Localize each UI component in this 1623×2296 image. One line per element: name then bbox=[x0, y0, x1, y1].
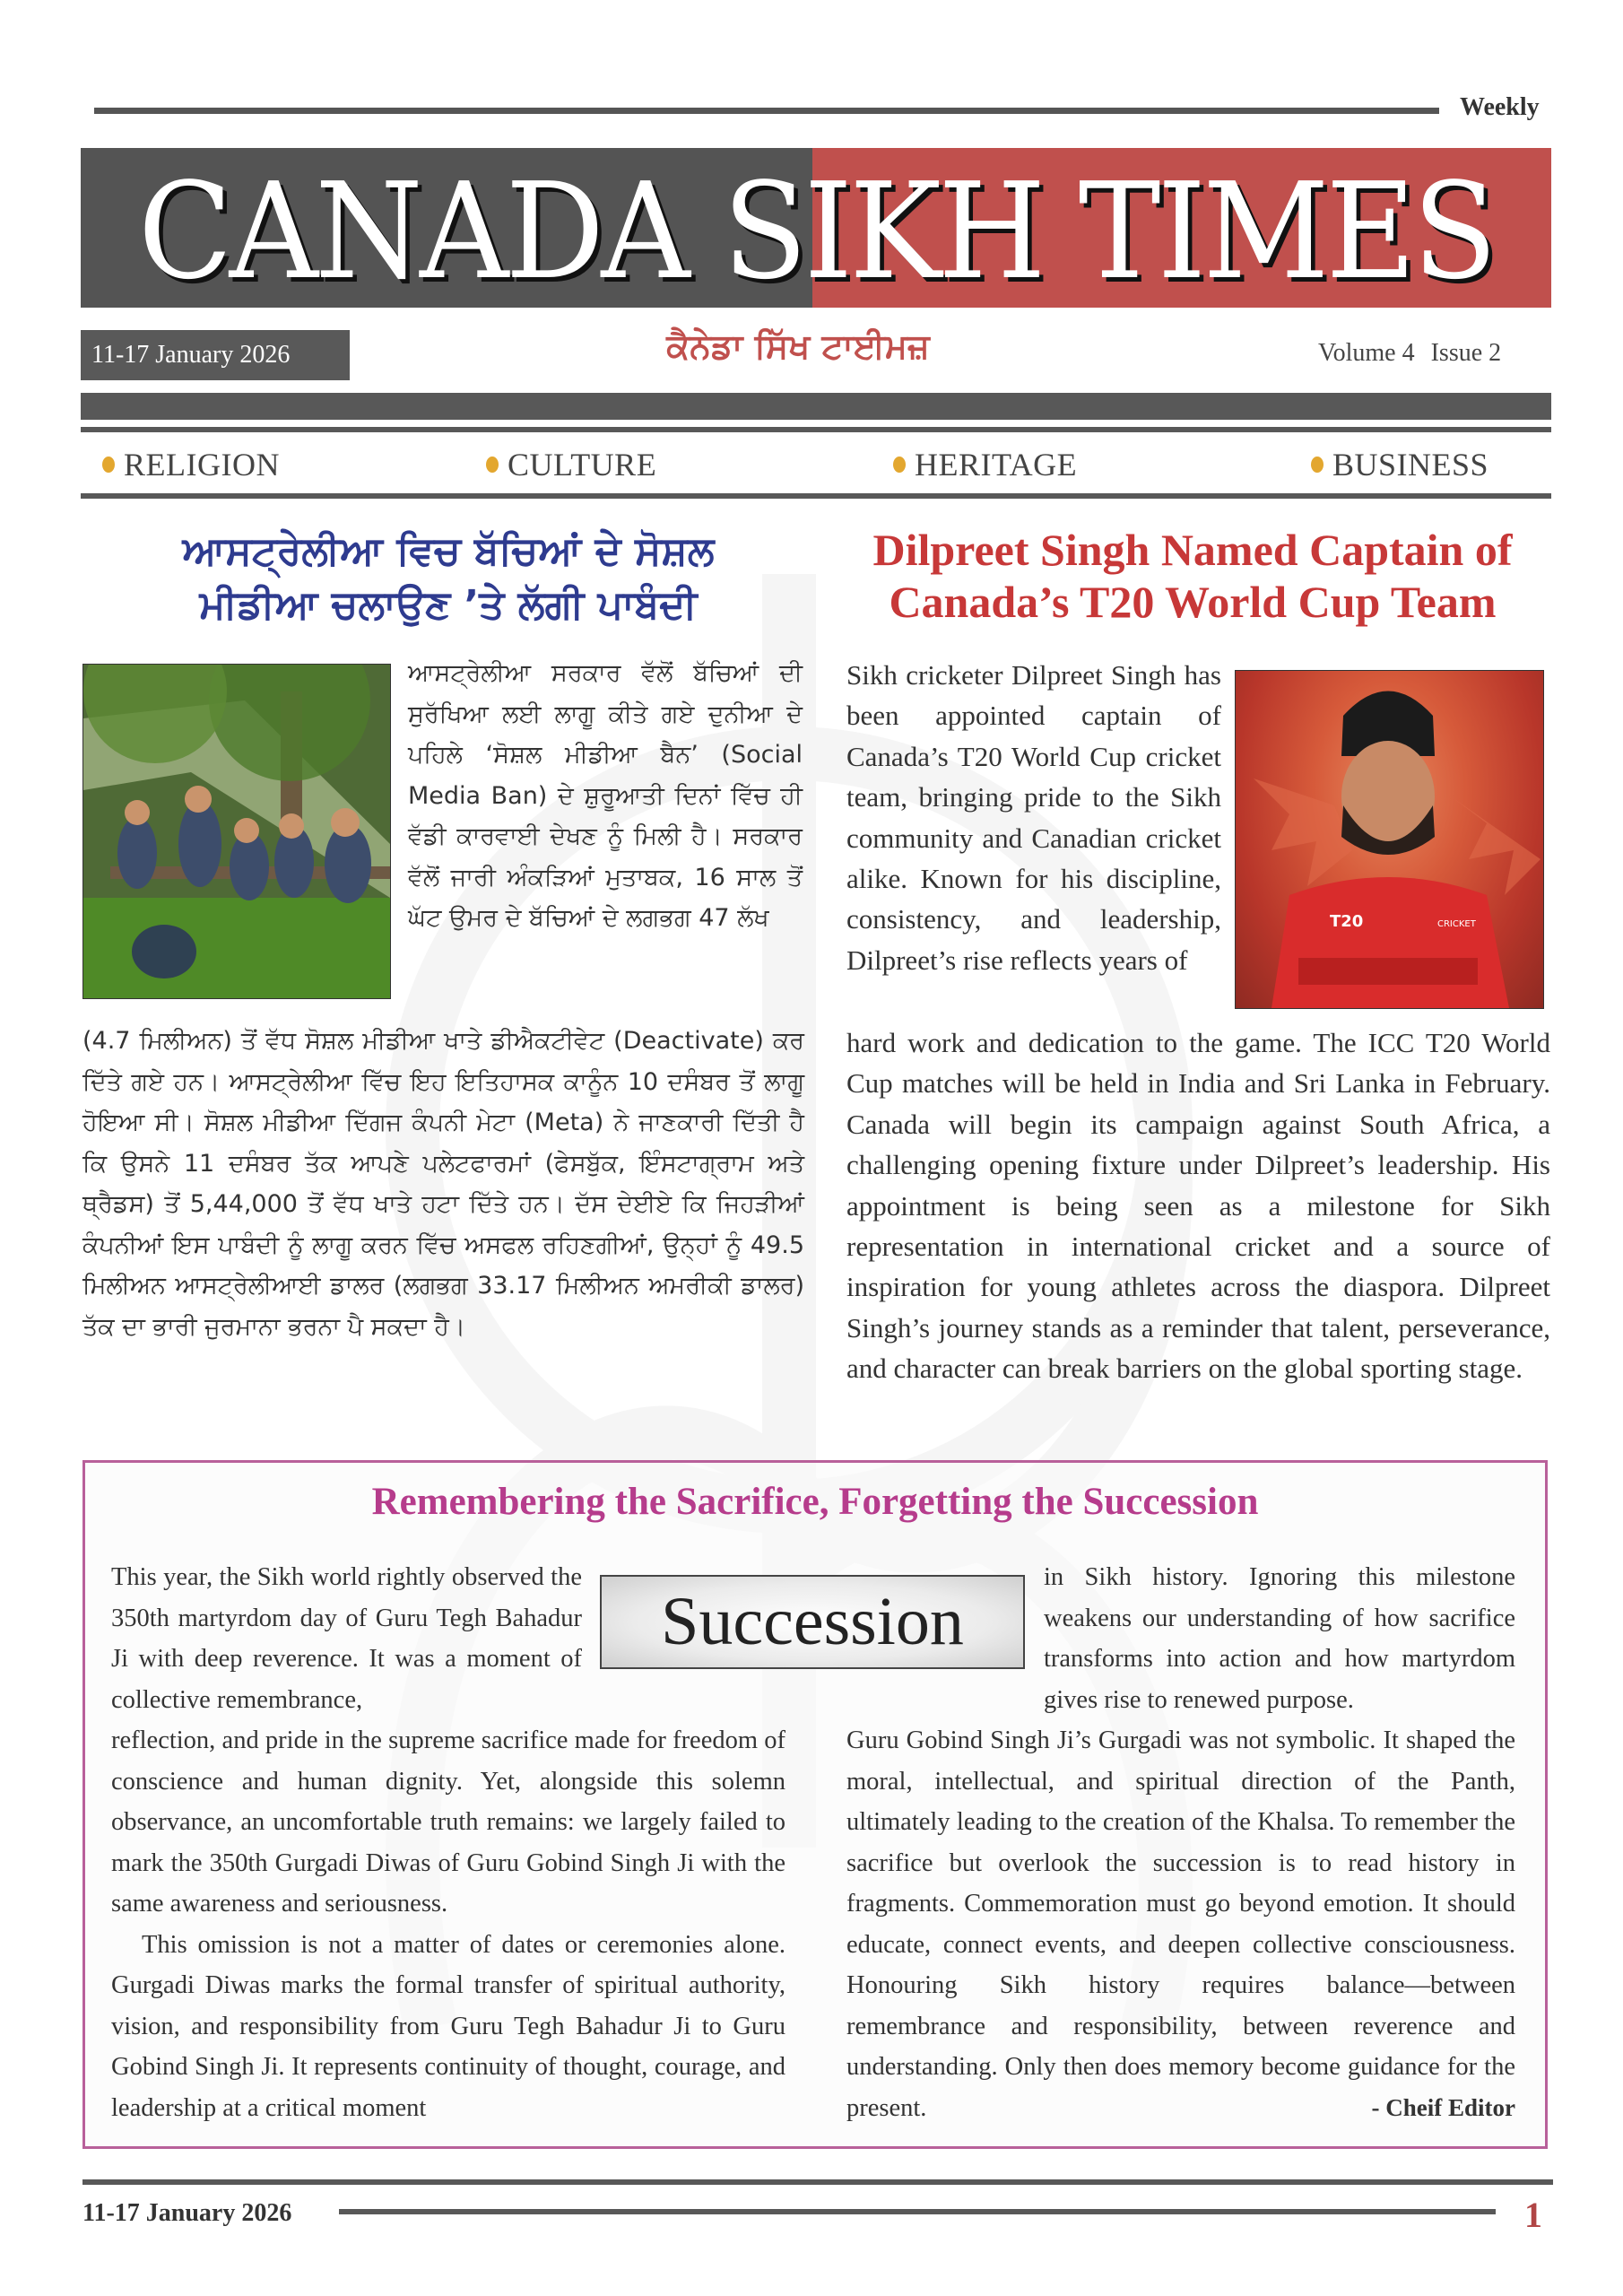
nav-label: BUSINESS bbox=[1332, 447, 1489, 483]
nav-label: CULTURE bbox=[508, 447, 657, 483]
pull-word-box: Succession bbox=[600, 1575, 1025, 1669]
dilpreet-singh-photo bbox=[1235, 670, 1544, 1009]
footer-top-rule bbox=[82, 2179, 1553, 2185]
headline-line: Canada’s T20 World Cup Team bbox=[889, 577, 1497, 627]
children-phones-photo bbox=[82, 664, 391, 999]
masthead-banner bbox=[81, 148, 1551, 308]
editorial-col1-intro: This year, the Sikh world rightly observed the 350th martyrdom day of Guru Tegh Bahadur Ji with deep reverence. It was a moment of collective remembrance, bbox=[111, 1563, 582, 1714]
article-body-cricket-part2: hard work and dedication to the game. The ICC T20 World Cup matches will be held in India and Sri Lanka in February. Canada will begin its campaign against South Africa, a challenging opening fixture under Dilpreet’s leadership. His appointment is being seen as a milestone for Sikh representation in international cricket and a source of inspiration for young athletes across the diaspora. Dilpreet Singh’s journey stands as a reminder that talent, perseverance, and character can break barriers on the global sporting stage. bbox=[846, 1027, 1550, 1385]
headline-line: ਮੀਡੀਆ ਚਲਾਉਣ ’ਤੇ ਲੱਗੀ ਪਾਬੰਦੀ bbox=[199, 582, 698, 628]
headline-line: Dilpreet Singh Named Captain of bbox=[872, 525, 1513, 575]
article-headline-cricket bbox=[834, 524, 1551, 628]
nav-label: HERITAGE bbox=[915, 447, 1078, 483]
section-nav bbox=[81, 439, 1551, 490]
top-rule bbox=[94, 108, 1439, 114]
editorial-paragraph: Guru Gobind Singh Ji’s Gurgadi was not symbolic. It shaped the moral, intellectual, and spiritual direction of the Panth, ultimately leading to the creation of the Khalsa. To remember the sacrifice but overlook the succession is to read history in fragments. Commemoration must go beyond emotion. It should educate, connect events, and deepen collective consciousness. Honouring Sikh history requires balance—between remembrance and responsibility, between reverence and understanding. Only then does memory become guidance for the present. bbox=[846, 1726, 1515, 2122]
nav-culture[interactable] bbox=[486, 446, 656, 483]
volume-issue bbox=[1318, 339, 1501, 368]
editorial-col2 bbox=[846, 1720, 1515, 2128]
svg-text:CRICKET: CRICKET bbox=[1437, 919, 1476, 929]
nav-business[interactable] bbox=[1311, 446, 1488, 483]
footer-rule bbox=[339, 2209, 1496, 2214]
masthead-divider bbox=[81, 393, 1551, 420]
frequency-label: Weekly bbox=[1460, 93, 1540, 121]
page-number: 1 bbox=[1524, 2195, 1542, 2235]
nav-heritage[interactable] bbox=[893, 446, 1077, 483]
photo-illustration bbox=[1236, 671, 1543, 1008]
editorial-col1 bbox=[111, 1720, 785, 2128]
bullet-icon bbox=[1311, 457, 1324, 473]
svg-text:T20: T20 bbox=[1330, 912, 1364, 931]
editorial-col2-intro: in Sikh history. Ignoring this milestone weakens our understanding of how sacrifice transforms into action and how martyrdom gives rise to renewed purpose. bbox=[1044, 1563, 1515, 1714]
volume-label: Volume 4 bbox=[1318, 339, 1415, 367]
article-body-punjabi-part1: ਆਸਟ੍ਰੇਲੀਆ ਸਰਕਾਰ ਵੱਲੋਂ ਬੱਚਿਆਂ ਦੀ ਸੁਰੱਖਿਆ ਲਈ ਲਾਗੂ ਕੀਤੇ ਗਏ ਦੁਨੀਆ ਦੇ ਪਹਿਲੇ ‘ਸੋਸ਼ਲ ਮੀਡੀਆ ਬੈਨ’ (Social Media Ban) ਦੇ ਸ਼ੁਰੂਆਤੀ ਦਿਨਾਂ ਵਿੱਚ ਹੀ ਵੱਡੀ ਕਾਰਵਾਈ ਦੇਖਣ ਨੂੰ ਮਿਲੀ ਹੈ। ਸਰਕਾਰ ਵੱਲੋਂ ਜਾਰੀ ਅੰਕੜਿਆਂ ਮੁਤਾਬਕ, 16 ਸਾਲ ਤੋਂ ਘੱਟ ਉਮਰ ਦੇ ਬੱਚਿਆਂ ਦੇ ਲਗਭਗ 47 ਲੱਖ bbox=[408, 659, 803, 932]
article-headline-punjabi bbox=[90, 525, 807, 632]
headline-line: ਆਸਟ੍ਰੇਲੀਆ ਵਿਚ ਬੱਚਿਆਂ ਦੇ ਸੋਸ਼ਲ bbox=[182, 528, 715, 574]
bullet-icon bbox=[893, 457, 906, 473]
editorial-signoff: - Cheif Editor bbox=[1371, 2093, 1515, 2121]
editorial-paragraph: This omission is not a matter of dates or ceremonies alone. Gurgadi Diwas marks the formal transfer of spiritual authority, vision, and responsibility from Guru Tegh Bahadur Ji to Guru Gobind Singh Ji. It represents continuity of thought, courage, and leadership at a critical moment bbox=[111, 1930, 785, 2122]
nav-top-rule bbox=[81, 427, 1551, 432]
article-body-cricket-part1: Sikh cricketer Dilpreet Singh has been appointed captain of Canada’s T20 World Cup cricket team, bringing pride to the Sikh community and Canadian cricket alike. Known for his discipline, consistency, and leadership, Dilpreet’s rise reflects years of bbox=[846, 659, 1221, 976]
photo-illustration bbox=[83, 665, 390, 998]
bullet-icon bbox=[486, 457, 499, 473]
editorial-headline: Remembering the Sacrifice, Forgetting the Succession bbox=[371, 1481, 1259, 1523]
nav-bottom-rule bbox=[81, 493, 1551, 499]
issue-label: Issue 2 bbox=[1430, 339, 1502, 367]
nav-label: RELIGION bbox=[124, 447, 280, 483]
bullet-icon bbox=[102, 457, 115, 473]
editorial-paragraph: reflection, and pride in the supreme sacrifice made for freedom of conscience and human dignity. Yet, alongside this solemn observance, an uncomfortable truth remains: we largely failed to mark the 350th Gurgadi Diwas of Guru Gobind Singh Ji with the same awareness and seriousness. bbox=[111, 1726, 785, 1918]
nav-religion[interactable] bbox=[102, 446, 280, 483]
issue-date: 11-17 January 2026 bbox=[81, 330, 350, 380]
newspaper-title-punjabi: ਕੈਨੇਡਾ ਸਿੱਖ ਟਾਈਮਜ਼ bbox=[666, 326, 930, 366]
footer-date: 11-17 January 2026 bbox=[82, 2199, 292, 2227]
newspaper-title: CANADA SIKH TIMES bbox=[138, 154, 1494, 308]
article-body-punjabi-part2: (4.7 ਮਿਲੀਅਨ) ਤੋਂ ਵੱਧ ਸੋਸ਼ਲ ਮੀਡੀਆ ਖਾਤੇ ਡੀਐਕਟੀਵੇਟ (Deactivate) ਕਰ ਦਿੱਤੇ ਗਏ ਹਨ। ਆਸਟ੍ਰੇਲੀਆ ਵਿੱਚ ਇਹ ਇਤਿਹਾਸਕ ਕਾਨੂੰਨ 10 ਦਸੰਬਰ ਤੋਂ ਲਾਗੂ ਹੋਇਆ ਸੀ। ਸੋਸ਼ਲ ਮੀਡੀਆ ਦਿੱਗਜ ਕੰਪਨੀ ਮੇਟਾ (Meta) ਨੇ ਜਾਣਕਾਰੀ ਦਿੱਤੀ ਹੈ ਕਿ ਉਸਨੇ 11 ਦਸੰਬਰ ਤੱਕ ਆਪਣੇ ਪਲੇਟਫਾਰਮਾਂ (ਫੇਸਬੁੱਕ, ਇੰਸਟਾਗ੍ਰਾਮ ਅਤੇ ਥ੍ਰੈਡਸ) ਤੋਂ 5,44,000 ਤੋਂ ਵੱਧ ਖਾਤੇ ਹਟਾ ਦਿੱਤੇ ਹਨ। ਦੱਸ ਦੇਈਏ ਕਿ ਜਿਹੜੀਆਂ ਕੰਪਨੀਆਂ ਇਸ ਪਾਬੰਦੀ ਨੂੰ ਲਾਗੂ ਕਰਨ ਵਿੱਚ ਅਸਫਲ ਰਹਿਣਗੀਆਂ, ਉਨ੍ਹਾਂ ਨੂੰ 49.5 ਮਿਲੀਅਨ ਆਸਟ੍ਰੇਲੀਆਈ ਡਾਲਰ (ਲਗਭਗ 33.17 ਮਿਲੀਅਨ ਅਮਰੀਕੀ ਡਾਲਰ) ਤੱਕ ਦਾ ਭਾਰੀ ਜੁਰਮਾਨਾ ਭਰਨਾ ਪੈ ਸਕਦਾ ਹੈ। bbox=[82, 1027, 804, 1341]
